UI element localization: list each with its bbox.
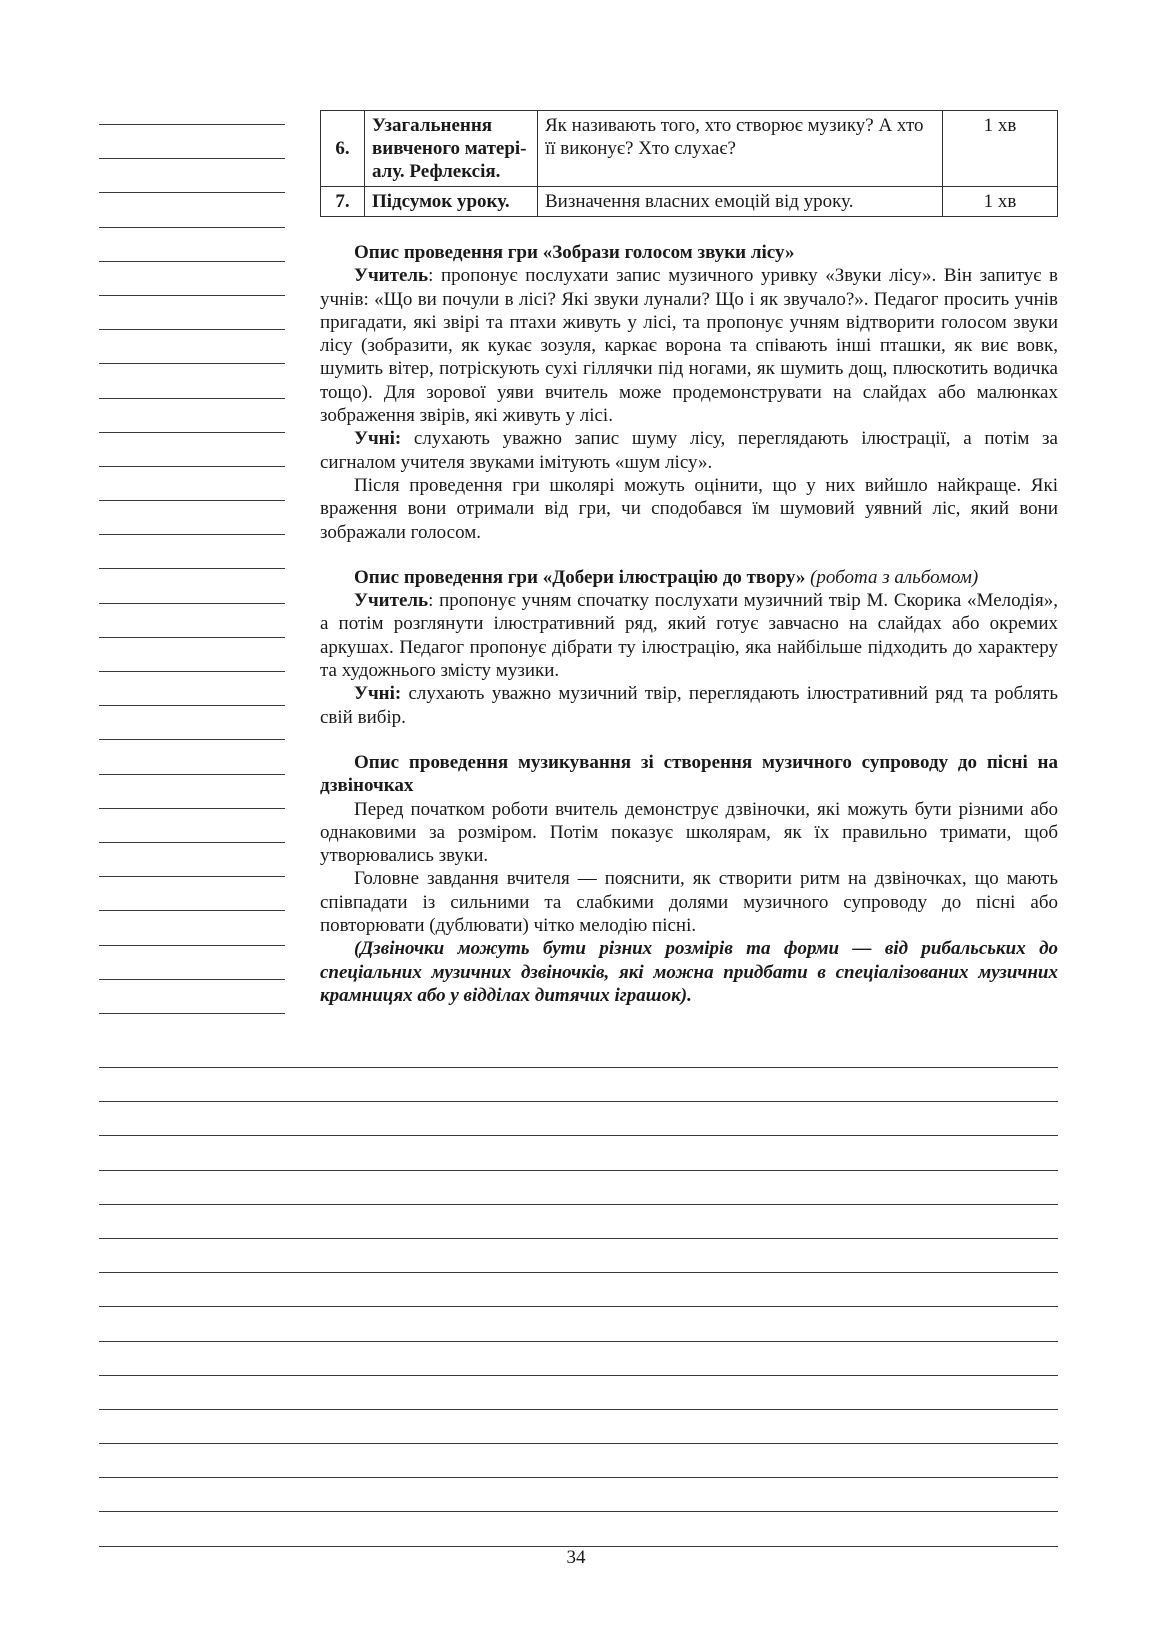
stage-description: Як називають того, хто створює музику? А хто її виконує? Хто слухає? [538,111,943,187]
section-title-text: Опис проведення гри «Добери ілюстрацію до твору» [354,566,806,588]
teacher-paragraph [320,264,1058,427]
stage-name: Підсумок уроку. [365,187,538,217]
stage-time: 1 хв [943,111,1058,187]
teacher-text: : пропонує учням спочатку послухати музичний твір М. Скорика «Мелодія», а потім розглянути ілюстративний ряд, який готує завчасно на слайдах або окремих аркушах. Педагог пропонує дібрати ту ілюстрацію, яка найбільше підходить до характеру та художнього змісту музики. [320,590,1058,682]
margin-note-lines [99,124,285,1014]
teacher-label: Учитель [354,590,429,612]
stage-number: 6. [321,111,365,187]
note-paragraph: (Дзвіночки можуть бути різних розмірів та форми — від рибальських до спеціальних музичних дзвіночків, які можна придбати в спеціалізованих музичних крамницях або у відділах дитячих іграшок). [320,938,1058,1006]
teacher-text: : пропонує послухати запис музичного уривку «Звуки лісу». Він запитує в учнів: «Що ви почули в лісі? Які звуки лунали? Що і як звучало?». Педагог просить учнів пригадати, які звірі та птахи живуть у лісі, та пропонує учням відтворити голосом звуки лісу (зобразити, як кукає зозуля, каркає ворона та співають інші пташки, як виє вовк, шумить вітер, потріскують сухі гіллячки під ногами, як шумить дощ, плюскотить водичка тощо). Для зорової уяви вчитель може продемонструвати на слайдах або малюнках зображення звірів, які живуть у лісі. [320,265,1058,427]
section-title: Опис проведення музикування зі створення музичного супроводу до пісні на дзвіночках [320,751,1058,797]
students-paragraph [320,682,1058,729]
paragraph: Головне завдання вчителя — пояснити, як створити ритм на дзвіночках, що мають співпадати із сильними та слабкими долями музичного супроводу до пісні або повторювати (дублювати) чітко мелодію пісні. [320,868,1058,937]
teacher-paragraph [320,589,1058,682]
students-label: Учні: [354,428,402,450]
section-title [320,566,1058,589]
stage-description: Визначення власних емоцій від уроку. [538,187,943,217]
section-title-note: (робота з альбомом) [810,566,979,588]
stage-name: Узагальнення вивченого матері-алу. Рефлексія. [365,111,538,187]
page-content [320,110,1058,1007]
students-text: слухають уважно музичний твір, переглядають ілюстративний ряд та роблять свій вибір. [320,683,1058,728]
stage-number: 7. [321,187,365,217]
lesson-plan-table [320,110,1058,217]
stage-time: 1 хв [943,187,1058,217]
table-row [321,111,1058,187]
table-row [321,187,1058,217]
students-label: Учні: [354,683,402,705]
students-paragraph [320,427,1058,474]
page-number: 34 [566,1547,586,1568]
paragraph: Перед початком роботи вчитель демонструє дзвіночки, які можуть бути різними або однаковими за розміром. Потім показує школярам, як їх правильно тримати, щоб утворювались звуки. [320,798,1058,867]
section-title: Опис проведення гри «Зобрази голосом звуки лісу» [354,242,795,263]
notes-lines [99,1067,1058,1547]
after-game-paragraph: Після проведення гри школярі можуть оцінити, що у них вийшло найкраще. Які враження вони отримали від гри, чи сподобався їм шумовий уявний ліс, який вони зображали голосом. [320,474,1058,543]
students-text: слухають уважно запис шуму лісу, переглядають ілюстрації, а потім за сигналом учителя звуками імітують «шум лісу». [320,428,1058,473]
teacher-label: Учитель [354,265,429,287]
